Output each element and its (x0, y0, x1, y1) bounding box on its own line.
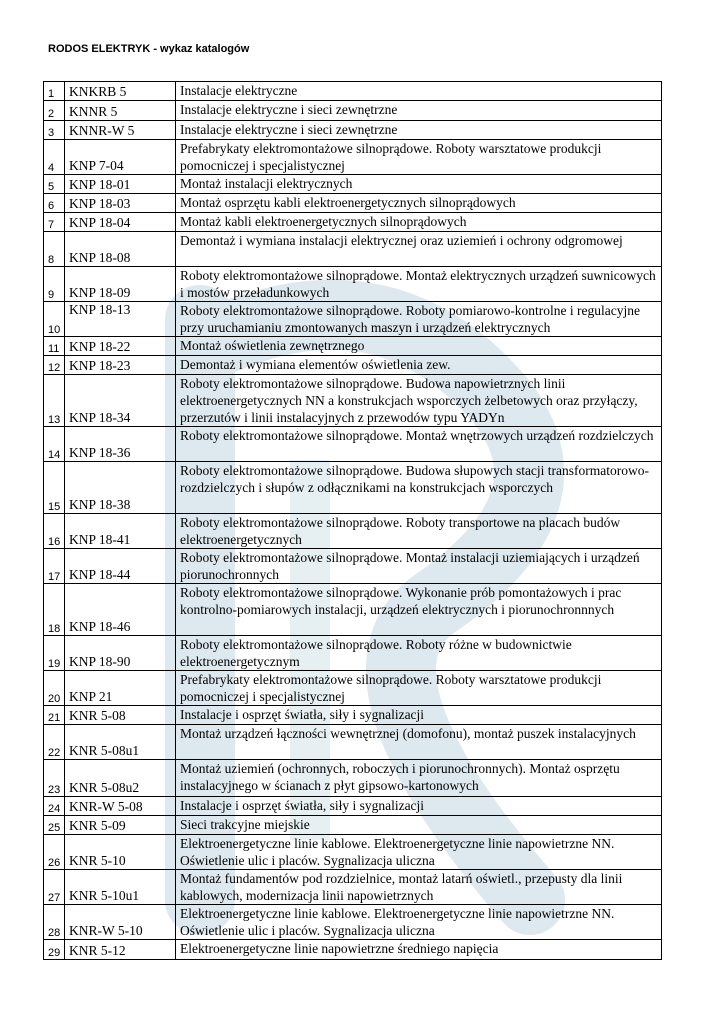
catalog-description: Sieci trakcyjne miejskie (176, 816, 662, 835)
table-row (44, 797, 662, 816)
catalog-code: KNP 18-04 (65, 213, 176, 232)
table-row (44, 194, 662, 213)
table-row (44, 671, 662, 706)
row-number: 6 (44, 194, 65, 213)
catalog-description: Roboty elektromontażowe silnoprądowe. Montaż elektrycznych urządzeń suwnicowych i mostów przeładunkowych (176, 267, 662, 302)
catalog-code: KNP 18-08 (65, 232, 176, 267)
catalog-description: Elektroenergetyczne linie kablowe. Elektroenergetyczne linie napowietrzne NN. Oświetlenie ulic i placów. Sygnalizacja uliczna (176, 905, 662, 940)
row-number: 11 (44, 337, 65, 356)
row-number: 10 (44, 302, 65, 337)
catalog-description: Montaż urządzeń łączności wewnętrznej (domofonu), montaż puszek instalacyjnych (176, 725, 662, 760)
table-row (44, 940, 662, 960)
table-row (44, 549, 662, 584)
row-number: 20 (44, 671, 65, 706)
row-number: 19 (44, 636, 65, 671)
catalog-description: Roboty elektromontażowe silnoprądowe. Montaż instalacji uziemiających i urządzeń piorunochronnych (176, 549, 662, 584)
catalog-code: KNP 18-01 (65, 175, 176, 194)
row-number: 4 (44, 140, 65, 175)
catalog-code: KNP 21 (65, 671, 176, 706)
catalog-description: Instalacje i osprzęt światła, siły i sygnalizacji (176, 797, 662, 816)
table-row (44, 835, 662, 870)
catalog-description: Roboty elektromontażowe silnoprądowe. Roboty transportowe na placach budów elektroenergetycznych (176, 514, 662, 549)
catalog-code: KNR 5-10u1 (65, 870, 176, 905)
catalog-code: KNR-W 5-10 (65, 905, 176, 940)
table-row (44, 375, 662, 427)
catalog-description: Roboty elektromontażowe silnoprądowe. Wykonanie prób pomontażowych i prac kontrolno-pomiarowych instalacji, urządzeń elektrycznych i piorunochronnnych (176, 584, 662, 636)
catalog-description: Montaż instalacji elektrycznych (176, 175, 662, 194)
catalog-code: KNP 18-13 (65, 302, 176, 337)
row-number: 17 (44, 549, 65, 584)
row-number: 3 (44, 121, 65, 140)
catalog-code: KNP 7-04 (65, 140, 176, 175)
table-row (44, 462, 662, 514)
row-number: 7 (44, 213, 65, 232)
row-number: 18 (44, 584, 65, 636)
row-number: 26 (44, 835, 65, 870)
table-row (44, 584, 662, 636)
catalog-code: KNP 18-90 (65, 636, 176, 671)
row-number: 24 (44, 797, 65, 816)
table-row (44, 356, 662, 375)
row-number: 9 (44, 267, 65, 302)
row-number: 16 (44, 514, 65, 549)
catalog-code: KNR 5-08u1 (65, 725, 176, 760)
document-title: RODOS ELEKTRYK - wykaz katalogów (48, 43, 250, 55)
table-row (44, 816, 662, 835)
table-row (44, 82, 662, 101)
catalog-description: Roboty elektromontażowe silnoprądowe. Budowa napowietrznych linii elektroenergetycznych NN a konstrukcjach wsporczych żelbetowych oraz przyłączy, przerzutów i linii instalacyjnych z przewodów typu YADYn (176, 375, 662, 427)
catalog-code: KNR 5-10 (65, 835, 176, 870)
catalog-code: KNP 18-44 (65, 549, 176, 584)
catalog-description: Instalacje elektryczne i sieci zewnętrzne (176, 101, 662, 121)
row-number: 8 (44, 232, 65, 267)
catalog-code: KNP 18-36 (65, 427, 176, 462)
catalog-code: KNR 5-08 (65, 706, 176, 725)
catalog-description: Roboty elektromontażowe silnoprądowe. Montaż wnętrzowych urządzeń rozdzielczych (176, 427, 662, 462)
table-row (44, 302, 662, 337)
catalog-description: Demontaż i wymiana elementów oświetlenia zew. (176, 356, 662, 375)
catalog-description: Prefabrykaty elektromontażowe silnoprądowe. Roboty warsztatowe produkcji pomocniczej i specjalistycznej (176, 140, 662, 175)
catalog-code: KNR-W 5-08 (65, 797, 176, 816)
table-row (44, 267, 662, 302)
row-number: 28 (44, 905, 65, 940)
table-row (44, 725, 662, 760)
catalog-code: KNR 5-12 (65, 940, 176, 960)
catalog-code: KNR 5-08u2 (65, 760, 176, 797)
row-number: 12 (44, 356, 65, 375)
table-row (44, 121, 662, 140)
catalog-description: Montaż fundamentów pod rozdzielnice, montaż latarń oświetl., przepusty dla linii kablowych, modernizacja linii napowietrznych (176, 870, 662, 905)
catalog-description: Roboty elektromontażowe silnoprądowe. Budowa słupowych stacji transformatorowo-rozdzielczych i słupów z odłącznikami na konstrukcjach wsporczych (176, 462, 662, 514)
catalog-description: Elektroenergetyczne linie napowietrzne średniego napięcia (176, 940, 662, 960)
table-row (44, 706, 662, 725)
row-number: 23 (44, 760, 65, 797)
table-row (44, 427, 662, 462)
catalog-description: Prefabrykaty elektromontażowe silnoprądowe. Roboty warsztatowe produkcji pomocniczej i specjalistycznej (176, 671, 662, 706)
row-number: 13 (44, 375, 65, 427)
row-number: 29 (44, 940, 65, 960)
catalog-code: KNP 18-09 (65, 267, 176, 302)
table-row (44, 175, 662, 194)
catalog-code: KNP 18-46 (65, 584, 176, 636)
table-row (44, 101, 662, 121)
catalog-code: KNP 18-41 (65, 514, 176, 549)
catalog-code: KNP 18-03 (65, 194, 176, 213)
catalog-description: Montaż uziemień (ochronnych, roboczych i piorunochronnych). Montaż osprzętu instalacyjnego w ścianach z płyt gipsowo-kartonowych (176, 760, 662, 797)
catalog-description: Instalacje elektryczne i sieci zewnętrzne (176, 121, 662, 140)
table-row (44, 232, 662, 267)
catalog-description: Montaż osprzętu kabli elektroenergetycznych silnoprądowych (176, 194, 662, 213)
catalog-code: KNP 18-22 (65, 337, 176, 356)
row-number: 2 (44, 101, 65, 121)
catalog-code: KNP 18-34 (65, 375, 176, 427)
row-number: 21 (44, 706, 65, 725)
table-row (44, 514, 662, 549)
row-number: 22 (44, 725, 65, 760)
catalog-code: KNP 18-38 (65, 462, 176, 514)
catalog-code: KNP 18-23 (65, 356, 176, 375)
catalog-description: Roboty elektromontażowe silnoprądowe. Roboty różne w budownictwie elektroenergetycznym (176, 636, 662, 671)
row-number: 27 (44, 870, 65, 905)
catalog-code: KNNR-W 5 (65, 121, 176, 140)
catalog-code: KNNR 5 (65, 101, 176, 121)
catalog-description: Roboty elektromontażowe silnoprądowe. Roboty pomiarowo-kontrolne i regulacyjne przy uruchamianiu zmontowanych maszyn i urządzeń elektrycznych (176, 302, 662, 337)
table-row (44, 905, 662, 940)
catalog-description: Demontaż i wymiana instalacji elektrycznej oraz uziemień i ochrony odgromowej (176, 232, 662, 267)
catalog-table (43, 81, 662, 960)
row-number: 15 (44, 462, 65, 514)
table-row (44, 213, 662, 232)
catalog-description: Montaż kabli elektroenergetycznych silnoprądowych (176, 213, 662, 232)
catalog-description: Montaż oświetlenia zewnętrznego (176, 337, 662, 356)
row-number: 25 (44, 816, 65, 835)
catalog-code: KNKRB 5 (65, 82, 176, 101)
row-number: 1 (44, 82, 65, 101)
catalog-description: Instalacje elektryczne (176, 82, 662, 101)
catalog-description: Elektroenergetyczne linie kablowe. Elektroenergetyczne linie napowietrzne NN. Oświetlenie ulic i placów. Sygnalizacja uliczna (176, 835, 662, 870)
table-row (44, 760, 662, 797)
table-row (44, 870, 662, 905)
table-row (44, 140, 662, 175)
row-number: 5 (44, 175, 65, 194)
catalog-description: Instalacje i osprzęt światła, siły i sygnalizacji (176, 706, 662, 725)
table-row (44, 636, 662, 671)
catalog-code: KNR 5-09 (65, 816, 176, 835)
row-number: 14 (44, 427, 65, 462)
table-row (44, 337, 662, 356)
